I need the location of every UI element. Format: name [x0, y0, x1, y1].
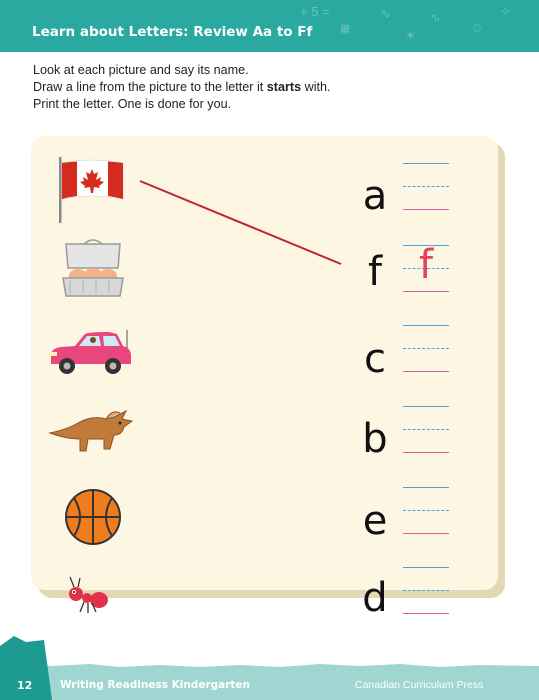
letter-e[interactable]: e [362, 498, 388, 544]
example-answer-letter: f [418, 242, 434, 288]
instruction-emphasis: starts [266, 80, 302, 94]
doodle-squiggle-2: ∿ [430, 10, 441, 25]
page-title: Learn about Letters: Review Aa to Ff [32, 24, 313, 40]
book-title: Writing Readiness Kindergarten [60, 679, 251, 691]
doodle-squiggle: ∿ [380, 6, 391, 21]
doodle-star-2: ✧ [500, 4, 511, 19]
writing-guide-1[interactable] [403, 163, 449, 213]
publisher-name: Canadian Curriculum Press [355, 679, 484, 691]
doodle-equation: + 5 = [300, 4, 330, 19]
instruction-line-3: Print the letter. One is done for you. [33, 97, 232, 111]
writing-guide-3[interactable] [403, 325, 449, 375]
doodle-grid: ▦ [340, 23, 351, 35]
doodle-smile: ☺ [470, 20, 484, 35]
letter-b[interactable]: b [362, 416, 388, 462]
writing-guide-6[interactable] [403, 567, 449, 617]
instruction-line-1: Look at each picture and say its name. [33, 63, 249, 77]
letter-a[interactable]: a [362, 173, 388, 219]
letter-c[interactable]: c [364, 336, 386, 382]
writing-guide-4[interactable] [403, 406, 449, 456]
instruction-line-2: Draw a line from the picture to the letter it starts with. [33, 80, 331, 94]
letter-d[interactable]: d [362, 575, 388, 621]
page-number: 12 [17, 679, 33, 692]
writing-guide-5[interactable] [403, 487, 449, 537]
doodle-star: ✶ [405, 28, 416, 43]
writing-guide-2[interactable] [403, 242, 449, 295]
letter-f[interactable]: f [367, 249, 383, 295]
page-footer [0, 636, 539, 700]
